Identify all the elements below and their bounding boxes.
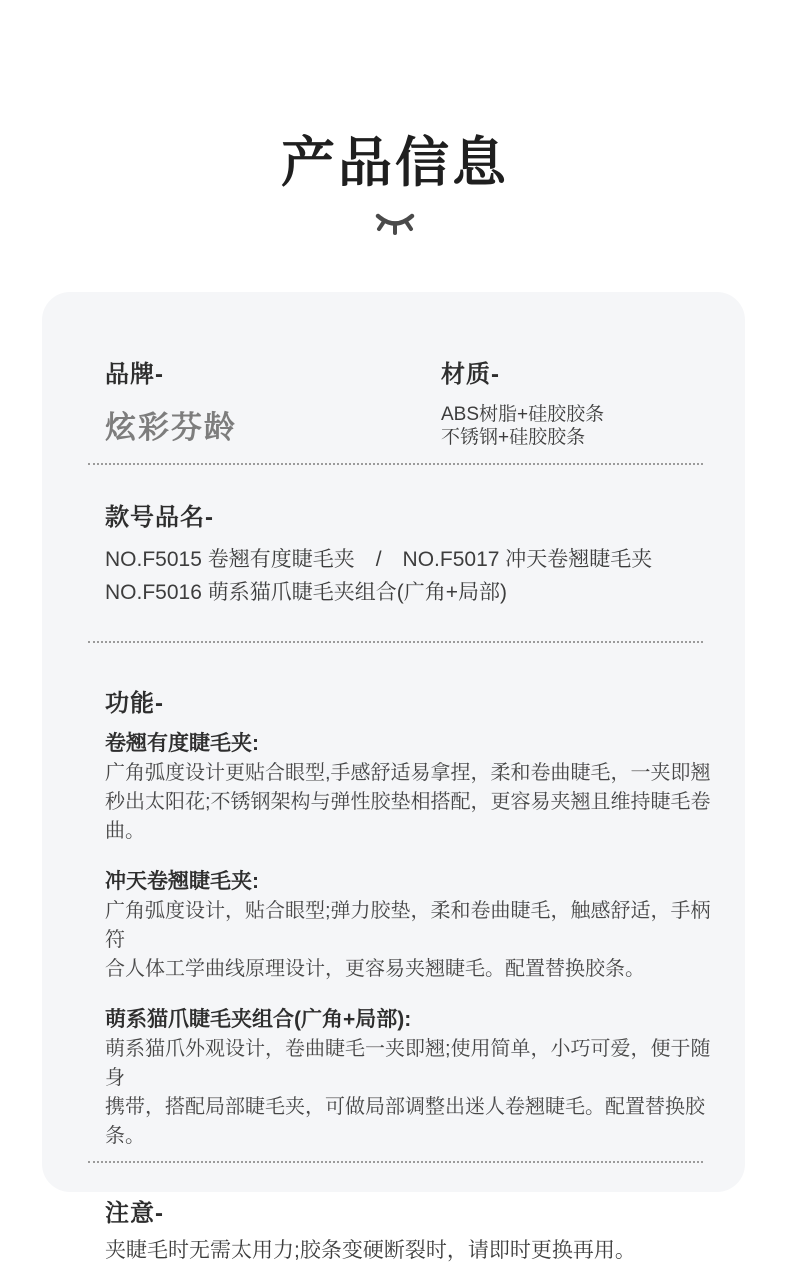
model-line: NO.F5015 卷翘有度睫毛夹 / NO.F5017 冲天卷翘睫毛夹 [105,548,653,571]
function-item-line: 萌系猫爪外观设计，卷曲睫毛一夹即翘;使用简单，小巧可爱，便于随身 [105,1038,711,1089]
dotted-divider [88,641,703,643]
function-item-title: 卷翘有度睫毛夹: [105,732,259,755]
function-item [105,729,720,846]
brand-block [105,360,441,449]
function-item-line: 广角弧度设计更贴合眼型,手感舒适易拿捏，柔和卷曲睫毛，一夹即翘 [105,762,711,784]
closed-eyelash-icon [0,210,790,238]
function-item-title: 萌系猫爪睫毛夹组合(广角+局部): [105,1008,412,1031]
function-label: 功能- [105,690,164,717]
function-item-line: 秒出太阳花;不锈钢架构与弹性胶垫相搭配，更容易夹翘且维持睫毛卷曲。 [105,791,711,842]
function-item [105,867,720,984]
function-item-line: 合人体工学曲线原理设计，更容易夹翘睫毛。配置替换胶条。 [105,958,645,980]
dotted-divider [88,1161,703,1163]
model-section [88,503,720,609]
model-line: NO.F5016 萌系猫爪睫毛夹组合(广角+局部) [105,581,507,604]
material-label: 材质- [441,361,500,388]
brand-label: 品牌- [105,361,164,388]
function-item-title: 冲天卷翘睫毛夹: [105,870,259,893]
brand-logo-text: 炫彩芬龄 [105,410,237,445]
page-title: 产品信息 [281,133,509,193]
material-line: ABS树脂+硅胶胶条 [441,404,605,425]
notice-section [88,1199,720,1266]
material-lines [441,403,720,449]
brand-material-row [88,360,720,449]
model-lines [105,543,720,609]
product-info-card [42,292,745,1262]
page-header [0,0,790,238]
function-item-line: 广角弧度设计，贴合眼型;弹力胶垫，柔和卷曲睫毛，触感舒适，手柄符 [105,900,711,951]
model-label: 款号品名- [105,504,214,531]
dotted-divider [88,463,703,465]
function-item [105,1005,720,1151]
material-line: 不锈钢+硅胶胶条 [441,427,586,448]
function-section [88,689,720,1151]
notice-label: 注意- [105,1200,164,1227]
material-block [441,360,720,449]
notice-text: 夹睫毛时无需太用力;胶条变硬断裂时，请即时更换再用。 [105,1239,636,1262]
function-item-line: 携带，搭配局部睫毛夹，可做局部调整出迷人卷翘睫毛。配置替换胶条。 [105,1096,705,1147]
